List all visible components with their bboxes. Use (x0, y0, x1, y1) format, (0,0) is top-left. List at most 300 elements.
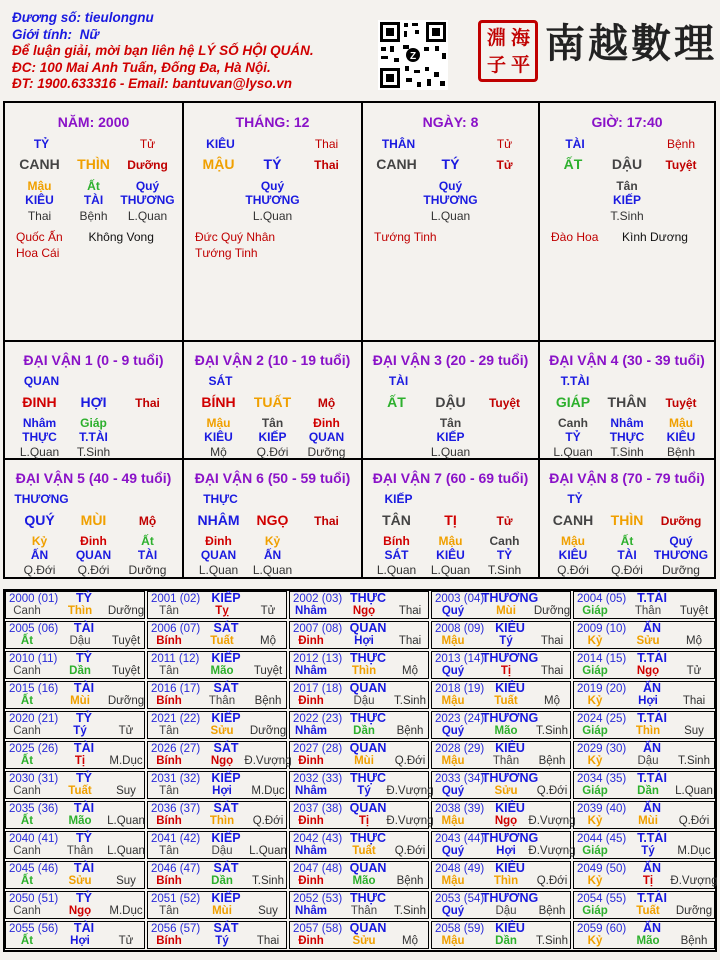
dv-top-star: T.TÀI (560, 374, 590, 388)
dv-chi: HỢI (80, 394, 107, 410)
dv-hidden-star: ẤN (30, 548, 49, 562)
pillar-can: ẤT (563, 156, 583, 172)
year-star: TÀI (73, 921, 95, 935)
dai-van-cell-3 (363, 342, 538, 458)
year-tt: Đ.Vượng (528, 845, 576, 857)
dv-hidden-tt: L.Quan (376, 563, 417, 577)
year-chi: Dậu (637, 755, 659, 767)
year-label: 2021 (22) (151, 713, 201, 725)
year-tt: L.Quan (249, 845, 287, 857)
dv-hidden-can: Kỷ (264, 534, 281, 548)
year-label: 2002 (03) (293, 593, 343, 605)
dv-chi: TỊ (444, 512, 457, 528)
dv-hidden-star: TỶ (565, 430, 581, 444)
year-star: TỶ (76, 711, 92, 725)
year-label: 2032 (33) (293, 773, 343, 785)
year-star: QUAN (349, 921, 387, 935)
pillar-can: MẬU (202, 156, 235, 172)
year-chi: Thân (66, 845, 94, 857)
dv-hidden-tt: Q.Đới (611, 563, 643, 577)
year-tt: Đ.Vượng (244, 755, 292, 767)
year-can: Kỷ (587, 635, 603, 647)
year-cell (147, 861, 287, 889)
year-cell (289, 681, 429, 709)
year-star: QUAN (349, 621, 387, 635)
year-star: THƯƠNG (481, 831, 539, 845)
year-chi: Sửu (494, 785, 518, 797)
pillar-top-tt: Tử (139, 137, 156, 151)
year-can: Nhâm (295, 725, 327, 737)
year-label: 2053 (54) (435, 893, 485, 905)
year-label: 2035 (36) (9, 803, 59, 815)
dv-hidden-tt: L.Quan (430, 445, 471, 459)
year-can: Ất (20, 695, 34, 707)
dv-hidden-star: KIÊU (558, 548, 588, 562)
year-can: Mậu (441, 755, 465, 767)
dai-van-title: ĐẠI VẬN 1 (0 - 9 tuổi) (23, 352, 164, 368)
year-chi: Dần (69, 665, 91, 677)
year-can: Quý (441, 785, 465, 797)
dv-side: Mộ (317, 396, 336, 410)
year-chi: Mão (210, 665, 234, 677)
year-star: ẤN (642, 741, 662, 755)
dai-van-cell-1 (5, 342, 182, 458)
year-cell (289, 621, 429, 649)
year-cell (431, 831, 576, 859)
year-cell (573, 681, 715, 709)
year-cell (147, 711, 287, 739)
year-can: Giáp (582, 845, 608, 857)
year-can: Đinh (298, 935, 324, 947)
year-star: SÁT (213, 681, 239, 695)
year-label: 2023 (24) (435, 713, 485, 725)
pillar-cell-0 (5, 103, 182, 340)
dv-hidden-tt: Q.Đới (23, 563, 56, 577)
pillar-title: THÁNG: 12 (235, 114, 310, 130)
dv-hidden-tt: Q.Đới (256, 445, 289, 459)
year-cell (147, 651, 287, 679)
dv-chi: THÌN (610, 512, 644, 528)
year-can: Tân (159, 785, 179, 797)
year-star: TỶ (76, 651, 92, 665)
year-cell (573, 801, 715, 829)
year-tt: Q.Đới (536, 785, 568, 797)
year-can: Quý (441, 605, 465, 617)
year-star: T.TÀI (637, 771, 667, 785)
year-can: Ất (20, 935, 34, 947)
year-can: Mậu (441, 875, 465, 887)
year-star: THỰC (349, 891, 387, 905)
dai-van-title: ĐẠI VẬN 4 (30 - 39 tuổi) (549, 352, 705, 368)
year-can: Bính (156, 935, 182, 947)
year-cell (431, 651, 571, 679)
year-chi: Tuất (352, 845, 376, 857)
hidden-tt: L.Quan (430, 209, 471, 223)
year-label: 2013 (14) (435, 653, 485, 665)
dv-hidden-can: Kỷ (31, 534, 48, 548)
year-chi: Mão (636, 935, 660, 947)
year-can: Nhâm (295, 665, 327, 677)
dv-hidden-star: THƯƠNG (653, 548, 709, 562)
year-cell (289, 711, 429, 739)
year-star: THỰC (349, 651, 387, 665)
dv-side: Mộ (138, 514, 157, 528)
year-cell (573, 831, 715, 859)
dv-hidden-tt: L.Quan (430, 563, 471, 577)
year-chi: Dậu (211, 845, 233, 857)
dv-chi: DẬU (435, 394, 466, 410)
year-star: SÁT (213, 621, 239, 635)
qr-code-icon (378, 20, 448, 90)
dv-side: Thai (135, 396, 160, 410)
dv-hidden-tt: Q.Đới (77, 563, 110, 577)
year-chi: Tỵ (215, 605, 229, 617)
year-label: 2018 (19) (435, 683, 485, 695)
year-cell (289, 891, 429, 919)
year-cell (573, 771, 715, 799)
year-cell (289, 771, 434, 799)
year-tt: Dưỡng (533, 605, 571, 617)
dv-hidden-tt: Q.Đới (557, 563, 589, 577)
year-chi: Thân (350, 905, 378, 917)
year-tt: Thai (256, 935, 280, 947)
year-cell (573, 621, 715, 649)
dai-van-cell-2 (184, 342, 361, 458)
dv-chi: MÙI (80, 512, 107, 528)
year-label: 2055 (56) (9, 923, 59, 935)
year-star: KIẾP (211, 891, 241, 905)
year-can: Canh (13, 845, 41, 857)
year-chi: Hợi (496, 845, 516, 857)
tu-tru-grid (3, 101, 716, 579)
pillar-cell-3 (540, 103, 714, 340)
dv-hidden-tt: Dưỡng (307, 445, 346, 459)
year-star: THỰC (349, 711, 387, 725)
year-chi: Thìn (493, 875, 519, 887)
dv-hidden-star: T.TÀI (79, 430, 108, 444)
year-can: Đinh (298, 635, 324, 647)
dai-van-cell-5 (5, 460, 182, 576)
dv-hidden-tt: L.Quan (553, 445, 593, 459)
year-star: THƯƠNG (481, 591, 539, 605)
year-chi: Tuất (494, 695, 518, 707)
dv-hidden-star: TỶ (496, 548, 513, 562)
dv-hidden-tt: Mộ (210, 445, 227, 459)
year-tt: Dưỡng (249, 725, 287, 737)
year-chi: Mùi (638, 815, 658, 827)
year-star: KIẾP (211, 591, 241, 605)
dv-hidden-can: Ất (141, 534, 154, 548)
gender-label: Giới tính: (12, 26, 73, 42)
dv-hidden-star: ẤN (263, 548, 282, 562)
year-star: KIÊU (495, 681, 525, 695)
dv-hidden-star: KIẾP (436, 430, 465, 444)
year-cell (431, 771, 571, 799)
year-tt: Thai (682, 695, 706, 707)
dv-hidden-tt: Dưỡng (128, 563, 167, 577)
dv-hidden-tt: Dưỡng (662, 563, 700, 577)
year-tt: L.Quan (107, 845, 145, 857)
pillar-top-tt: Bệnh (666, 137, 696, 151)
gender-value: Nữ (79, 26, 99, 42)
year-cell (289, 591, 429, 619)
year-cell (5, 801, 145, 829)
year-label: 2015 (16) (9, 683, 59, 695)
dv-can: BÍNH (201, 394, 236, 410)
year-tt: Suy (258, 905, 278, 917)
than-sat-star: Không Vong (88, 230, 154, 244)
dv-hidden-can: Tân (439, 416, 462, 430)
year-star: TỶ (76, 891, 92, 905)
year-cell (289, 921, 429, 949)
dv-hidden-star: QUAN (308, 430, 345, 444)
year-star: SÁT (213, 741, 239, 755)
year-chi: Mão (68, 815, 92, 827)
year-star: TÀI (73, 801, 95, 815)
dv-hidden-star: SÁT (384, 548, 409, 562)
year-cell (573, 891, 715, 919)
year-chi: Dậu (69, 635, 91, 647)
year-label: 2012 (13) (293, 653, 343, 665)
pillar-cell-2 (363, 103, 538, 340)
year-label: 2033 (34) (435, 773, 485, 785)
year-can: Canh (13, 905, 41, 917)
pillar-cell-1 (184, 103, 361, 340)
year-label: 2043 (44) (435, 833, 485, 845)
year-tt: Tử (118, 935, 134, 947)
year-tt: Mộ (260, 635, 276, 647)
year-can: Nhâm (295, 605, 327, 617)
year-star: KIÊU (495, 801, 525, 815)
year-star: TÀI (73, 861, 95, 875)
year-cell (431, 711, 571, 739)
year-can: Đinh (298, 815, 324, 827)
dai-van-title: ĐẠI VẬN 7 (60 - 69 tuổi) (372, 470, 529, 486)
than-sat-star: Đào Hoa (551, 230, 599, 244)
year-cell (573, 651, 715, 679)
dv-hidden-tt: T.Sinh (487, 563, 522, 577)
year-star: KIẾP (211, 651, 241, 665)
year-tt: T.Sinh (678, 755, 710, 767)
year-label: 2036 (37) (151, 803, 201, 815)
year-can: Tân (159, 905, 179, 917)
than-sat-star: Tướng Tinh (374, 230, 437, 244)
year-cell (147, 921, 287, 949)
year-tt: Dưỡng (107, 695, 145, 707)
year-label: 2022 (23) (293, 713, 343, 725)
year-tt: Mộ (402, 665, 418, 677)
year-cell (147, 621, 287, 649)
hidden-star: THƯƠNG (423, 193, 478, 207)
phone-email-line: ĐT: 1900.633316 - Email: bantuvan@lyso.vn (12, 76, 293, 91)
dv-hidden-can: Mậu (669, 416, 693, 430)
dv-hidden-can: Canh (489, 534, 520, 548)
year-label: 2009 (10) (577, 623, 627, 635)
dv-hidden-tt: L.Quan (198, 563, 239, 577)
dv-hidden-tt: T.Sinh (610, 445, 644, 459)
year-cell (5, 711, 145, 739)
year-label: 2030 (31) (9, 773, 59, 785)
year-chi: Mão (494, 725, 518, 737)
year-tt: Bệnh (254, 695, 282, 707)
dv-hidden-star: TÀI (617, 548, 637, 562)
year-chi: Thân (634, 605, 662, 617)
year-chi: Dần (211, 875, 233, 887)
year-tt: Đ.Vượng (670, 875, 718, 887)
nam-viet-so-ly-logo: 南越數理 (545, 20, 717, 67)
year-tt: M.Dục (251, 785, 285, 797)
year-star: T.TÀI (637, 651, 667, 665)
pillar-side: Thai (314, 158, 339, 172)
dv-side: Tuyệt (488, 396, 521, 410)
year-label: 2031 (32) (151, 773, 201, 785)
dv-side: Tuyệt (665, 396, 697, 410)
year-cell (147, 741, 292, 769)
year-star: T.TÀI (637, 891, 667, 905)
year-can: Canh (13, 725, 41, 737)
hidden-star: KIẾP (612, 193, 642, 207)
than-sat-star: Hoa Cái (16, 246, 60, 260)
year-cell (147, 801, 287, 829)
hidden-can: Tân (616, 179, 638, 193)
year-can: Quý (441, 905, 465, 917)
dv-chi: TUẤT (253, 394, 292, 410)
pillar-top-star: TÀI (565, 137, 585, 151)
year-tt: Thai (398, 605, 422, 617)
year-label: 2024 (25) (577, 713, 627, 725)
year-star: TỶ (76, 591, 92, 605)
year-cell (5, 921, 145, 949)
year-star: TỶ (76, 771, 92, 785)
dv-hidden-star: THỰC (609, 430, 645, 444)
dv-hidden-can: Ất (620, 534, 634, 548)
pillar-top-star: THÂN (381, 137, 416, 151)
hidden-can: Quý (135, 179, 160, 193)
dai-van-title: ĐẠI VẬN 6 (50 - 59 tuổi) (194, 470, 351, 486)
dv-hidden-star: THỰC (22, 430, 57, 444)
year-cell (5, 831, 145, 859)
pillar-can: CANH (19, 156, 60, 172)
year-tt: T.Sinh (536, 935, 568, 947)
year-chi: Mùi (212, 905, 232, 917)
dv-can: ẤT (387, 394, 406, 410)
hidden-star: THƯƠNG (245, 193, 300, 207)
year-cell (147, 771, 287, 799)
year-chi: Dậu (353, 695, 375, 707)
year-label: 2007 (08) (293, 623, 343, 635)
year-can: Kỷ (587, 695, 603, 707)
year-star: QUAN (349, 861, 387, 875)
year-chi: Tị (500, 665, 512, 677)
year-chi: Hợi (212, 785, 232, 797)
dv-side: Thai (314, 514, 339, 528)
dv-hidden-can: Mậu (438, 534, 463, 548)
year-star: QUAN (349, 681, 387, 695)
year-label: 2001 (02) (151, 593, 201, 605)
year-tt: Suy (116, 785, 136, 797)
dv-hidden-tt: L.Quan (19, 445, 60, 459)
pillar-top-star: TỶ (33, 137, 50, 151)
year-label: 2004 (05) (577, 593, 627, 605)
dv-hidden-can: Bính (383, 534, 410, 548)
seal-stamp-icon: 淵 海 子 平 (478, 20, 538, 82)
year-can: Đinh (298, 695, 324, 707)
hidden-tt: Bệnh (79, 209, 108, 223)
year-tt: M.Dục (677, 845, 711, 857)
year-star: THƯƠNG (481, 711, 539, 725)
year-label: 2014 (15) (577, 653, 627, 665)
year-can: Ất (20, 875, 34, 887)
year-chi: Sửu (210, 725, 234, 737)
dv-hidden-can: Quý (669, 534, 693, 548)
year-tt: M.Dục (109, 755, 143, 767)
year-can: Nhâm (295, 785, 327, 797)
pillar-chi: TÝ (441, 156, 460, 172)
pillar-title: NGÀY: 8 (422, 114, 479, 130)
pillar-side: Dưỡng (127, 158, 168, 172)
year-label: 2011 (12) (151, 653, 200, 665)
year-label: 2046 (47) (151, 863, 201, 875)
year-tt: Q.Đới (394, 755, 426, 767)
dv-side: Dưỡng (660, 514, 702, 528)
than-sat-star: Quốc Ấn (16, 230, 63, 244)
year-can: Bính (156, 635, 182, 647)
year-star: SÁT (213, 861, 239, 875)
year-tt: Đ.Vượng (386, 815, 434, 827)
year-label: 2027 (28) (293, 743, 343, 755)
year-can: Đinh (298, 875, 324, 887)
year-cell (147, 891, 287, 919)
year-label: 2058 (59) (435, 923, 485, 935)
year-label: 2010 (11) (9, 653, 58, 665)
year-label: 2041 (42) (151, 833, 201, 845)
year-label: 2019 (20) (577, 683, 627, 695)
year-star: KIẾP (211, 771, 241, 785)
year-tt: Thai (540, 665, 564, 677)
year-can: Bính (156, 815, 182, 827)
year-tt: Suy (684, 725, 704, 737)
year-chi: Tuất (210, 635, 234, 647)
year-tt: Thai (398, 635, 422, 647)
year-can: Đinh (298, 755, 324, 767)
year-cell (147, 681, 287, 709)
hidden-can: Quý (438, 179, 463, 193)
year-chi: Dần (637, 785, 659, 797)
year-tt: Đ.Vượng (386, 785, 434, 797)
year-tt: Bệnh (396, 875, 424, 887)
year-can: Ất (20, 635, 34, 647)
year-tt: Q.Đới (536, 875, 568, 887)
pillar-title: NĂM: 2000 (57, 114, 130, 130)
year-cell (573, 861, 718, 889)
year-tt: Mộ (686, 635, 702, 647)
year-can: Giáp (582, 665, 608, 677)
year-star: THƯƠNG (481, 651, 539, 665)
pillar-top-tt: Tử (496, 137, 513, 151)
year-tt: M.Dục (109, 905, 143, 917)
pillar-chi: THÌN (77, 156, 110, 172)
year-label: 2054 (55) (577, 893, 627, 905)
year-cell (5, 621, 145, 649)
year-chi: Dần (495, 935, 517, 947)
year-tt: Tử (118, 725, 134, 737)
year-tt: Tử (260, 605, 276, 617)
year-chi: Thân (492, 755, 520, 767)
year-star: SÁT (213, 921, 239, 935)
year-tt: L.Quan (107, 815, 145, 827)
year-chi: Tuất (636, 905, 660, 917)
year-cell (431, 921, 571, 949)
